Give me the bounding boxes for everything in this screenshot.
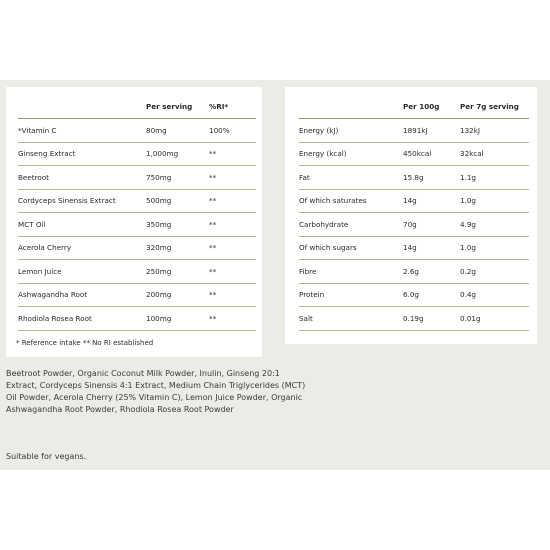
table-row bbox=[18, 260, 256, 284]
column-header: Per 7g serving bbox=[460, 95, 529, 119]
table-row bbox=[18, 236, 256, 260]
table-cell: 200mg bbox=[146, 283, 209, 307]
table-header-row bbox=[299, 95, 529, 119]
table-cell: 70g bbox=[403, 213, 460, 237]
table-cell: ** bbox=[209, 142, 256, 166]
table-row bbox=[18, 213, 256, 237]
table-cell: 750mg bbox=[146, 166, 209, 190]
reference-footnote: * Reference intake ** No RI established bbox=[16, 338, 154, 347]
table-row bbox=[299, 283, 529, 307]
table-row bbox=[299, 166, 529, 190]
column-header: Per 100g bbox=[403, 95, 460, 119]
table-cell: Rhodiola Rosea Root bbox=[18, 307, 146, 331]
table-row bbox=[18, 142, 256, 166]
table-cell: 320mg bbox=[146, 236, 209, 260]
table-row bbox=[299, 260, 529, 284]
table-row bbox=[299, 236, 529, 260]
table-cell: Of which saturates bbox=[299, 189, 403, 213]
table-cell: 2.6g bbox=[403, 260, 460, 284]
table-cell: ** bbox=[209, 260, 256, 284]
ingredients-text: Beetroot Powder, Organic Coconut Milk Powder, Inulin, Ginseng 20:1 Extract, Cordyceps Sinensis 4:1 Extract, Medium Chain Triglycerides (MCT) Oil Powder, Acerola Cherry (25% Vitamin C), Lemon Juice Powder, Organic Ashwagandha Root Powder, Rhodiola Rosea Root Powder bbox=[6, 369, 306, 414]
table-cell: 4.9g bbox=[460, 213, 529, 237]
table-cell: Protein bbox=[299, 283, 403, 307]
table-cell: *Vitamin C bbox=[18, 119, 146, 143]
table-cell: 1.1g bbox=[460, 166, 529, 190]
table-cell: Carbohydrate bbox=[299, 213, 403, 237]
table-cell: Energy (kJ) bbox=[299, 119, 403, 143]
table-cell: 0.4g bbox=[460, 283, 529, 307]
table-cell: Fat bbox=[299, 166, 403, 190]
table-cell: 350mg bbox=[146, 213, 209, 237]
table-cell: 0.01g bbox=[460, 307, 529, 331]
table-cell: MCT Oil bbox=[18, 213, 146, 237]
table-row bbox=[18, 119, 256, 143]
table-cell: 450kcal bbox=[403, 142, 460, 166]
table-cell: Ginseng Extract bbox=[18, 142, 146, 166]
table-row bbox=[18, 189, 256, 213]
table-cell: ** bbox=[209, 283, 256, 307]
table-cell: Ashwagandha Root bbox=[18, 283, 146, 307]
table-row bbox=[299, 142, 529, 166]
table-cell: Of which sugars bbox=[299, 236, 403, 260]
table-cell: 500mg bbox=[146, 189, 209, 213]
table-header-row bbox=[18, 95, 256, 119]
table-cell: 80mg bbox=[146, 119, 209, 143]
table-cell: Energy (kcal) bbox=[299, 142, 403, 166]
table-cell: ** bbox=[209, 236, 256, 260]
vegan-note: Suitable for vegans. bbox=[6, 452, 87, 461]
nutrition-card bbox=[285, 87, 537, 344]
table-row bbox=[299, 213, 529, 237]
column-header bbox=[299, 95, 403, 119]
table-cell: 0.2g bbox=[460, 260, 529, 284]
table-cell: 1,000mg bbox=[146, 142, 209, 166]
table-row bbox=[299, 189, 529, 213]
table-row bbox=[18, 307, 256, 331]
table-cell: 1891kJ bbox=[403, 119, 460, 143]
table-cell: 32kcal bbox=[460, 142, 529, 166]
table-row bbox=[18, 283, 256, 307]
table-cell: Acerola Cherry bbox=[18, 236, 146, 260]
table-row bbox=[299, 307, 529, 331]
table-cell: 15.8g bbox=[403, 166, 460, 190]
table-cell: Fibre bbox=[299, 260, 403, 284]
table-cell: ** bbox=[209, 213, 256, 237]
ingredient-amounts-card bbox=[6, 87, 262, 357]
table-cell: 6.0g bbox=[403, 283, 460, 307]
table-cell: Beetroot bbox=[18, 166, 146, 190]
column-header: Per serving bbox=[146, 95, 209, 119]
column-header: %RI* bbox=[209, 95, 256, 119]
table-row bbox=[299, 119, 529, 143]
table-cell: 132kJ bbox=[460, 119, 529, 143]
table-cell: ** bbox=[209, 189, 256, 213]
nutrition-table bbox=[299, 95, 529, 331]
table-cell: Salt bbox=[299, 307, 403, 331]
table-cell: 1.0g bbox=[460, 189, 529, 213]
table-cell: 14g bbox=[403, 236, 460, 260]
table-row bbox=[18, 166, 256, 190]
table-cell: 100mg bbox=[146, 307, 209, 331]
table-cell: Cordyceps Sinensis Extract bbox=[18, 189, 146, 213]
ingredient-amounts-table bbox=[18, 95, 256, 331]
table-cell: 250mg bbox=[146, 260, 209, 284]
table-cell: ** bbox=[209, 166, 256, 190]
table-cell: 14g bbox=[403, 189, 460, 213]
table-cell: ** bbox=[209, 307, 256, 331]
table-cell: Lemon Juice bbox=[18, 260, 146, 284]
table-cell: 1.0g bbox=[460, 236, 529, 260]
table-cell: 0.19g bbox=[403, 307, 460, 331]
table-cell: 100% bbox=[209, 119, 256, 143]
column-header bbox=[18, 95, 146, 119]
